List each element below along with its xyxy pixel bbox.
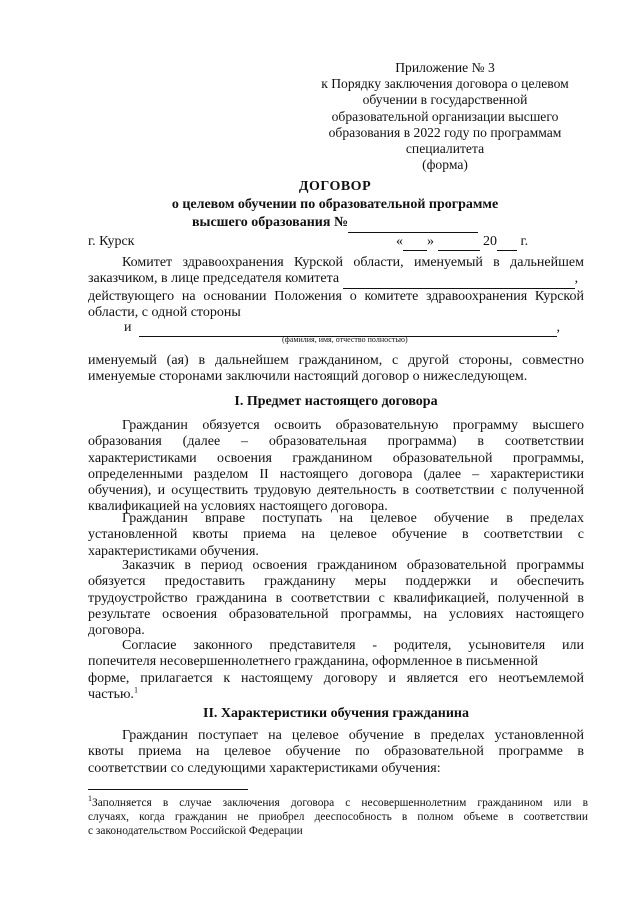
section-1-paragraph-2 — [88, 511, 584, 560]
paragraph-line: характеристиками обучения. — [88, 543, 259, 559]
intro-comma: , — [574, 271, 579, 287]
paragraph-line: форме, прилагается к настоящему договору и является его неотъемлемой — [88, 670, 584, 686]
section-1-paragraph-4 — [88, 638, 584, 703]
intro-line: именуемый (ая) в дальнейшем гражданином, с другой стороны, совместно — [88, 353, 584, 368]
intro-line: именуемые сторонами заключили настоящий договор о нижеследующем. — [88, 369, 528, 385]
title-number-label: высшего образования № — [191, 215, 349, 230]
appendix-line: образовательной организации высшего — [331, 108, 559, 124]
appendix-line: специалитета — [405, 141, 485, 157]
footnote-ref[interactable]: 1 — [133, 685, 138, 695]
appendix-header — [300, 60, 590, 173]
citizen-comma: , — [556, 320, 560, 335]
year-suffix: г. — [520, 234, 529, 249]
footnote-line: случаях, когда гражданин не приобрел дееспособность в полном объеме в соответствии — [88, 811, 588, 823]
section-2-heading: II. Характеристики обучения гражданина — [203, 706, 469, 721]
paragraph-line: образования (далее – образовательная программа) в соответствии — [88, 434, 584, 450]
contract-number-blank[interactable] — [348, 214, 478, 233]
year-blank[interactable] — [497, 234, 517, 251]
section-1-heading: I. Предмет настоящего договора — [234, 394, 438, 409]
paragraph-line: соответствии со следующими характеристиками обучения: — [88, 760, 441, 776]
paragraph-line: Гражданин поступает на целевое обучение в пределах установленной — [122, 728, 584, 743]
date-close-quote: » — [427, 234, 434, 249]
paragraph-line: обучения), и осуществить трудовую деятельность в соответствии с полученной — [88, 483, 584, 499]
paragraph-line: квоты приема на целевое обучение по образовательной программе в — [88, 744, 584, 760]
appendix-line: (форма) — [422, 157, 468, 173]
paragraph-line: Заказчик в период освоения гражданином образовательной программы — [122, 558, 584, 573]
section-1-paragraph-1 — [88, 418, 584, 516]
intro-paragraph-2 — [88, 353, 584, 386]
city-label: г. Курск — [88, 234, 135, 249]
footnote-line: с законодательством Российской Федерации — [88, 825, 303, 837]
citizen-name-caption: (фамилия, имя, отчество полностью) — [282, 335, 408, 344]
month-blank[interactable] — [438, 234, 480, 251]
paragraph-line: трудоустройство гражданина в соответствии с квалификацией, полученной в — [88, 590, 584, 606]
paragraph-line-text: частью. — [88, 686, 134, 702]
intro-paragraph — [88, 255, 584, 321]
paragraph-line: обязуется предоставить гражданину меры поддержки и обеспечить — [88, 574, 584, 590]
appendix-line: Приложение № 3 — [395, 60, 495, 75]
date-line — [396, 234, 528, 251]
paragraph-line — [88, 687, 584, 703]
appendix-line: к Порядку заключения договора о целевом — [321, 76, 569, 92]
footnote-separator — [88, 789, 248, 790]
footnote — [88, 796, 588, 838]
section-2-paragraph-1 — [88, 728, 584, 777]
paragraph-line: Согласие законного представителя - родителя, усыновителя или — [122, 638, 584, 653]
paragraph-line: попечителя несовершеннолетнего гражданина, оформленное в письменной — [88, 654, 539, 670]
intro-customer-text: заказчиком, в лице председателя комитета — [88, 271, 340, 287]
intro-line: области, с одной стороны — [88, 304, 241, 320]
date-open-quote: « — [396, 234, 403, 249]
document-title — [90, 178, 580, 233]
title-main: ДОГОВОР — [298, 179, 372, 194]
section-1-paragraph-3 — [88, 558, 584, 639]
footnote-text: Заполняется в случае заключения договора с несовершеннолетним гражданином или в — [92, 797, 588, 809]
intro-line: Комитет здравоохранения Курской области, именуемый в дальнейшем — [122, 255, 584, 270]
footnote-line — [88, 796, 588, 810]
appendix-line: образования в 2022 году по программам — [328, 124, 562, 140]
chairman-name-blank[interactable] — [343, 271, 575, 288]
intro-line — [88, 271, 584, 288]
appendix-line: обучении в государственной — [362, 92, 528, 108]
citizen-and: и — [124, 320, 132, 335]
paragraph-line: результате освоения образовательной программы, на условиях настоящего — [88, 606, 584, 622]
year-prefix: 20 — [483, 234, 497, 249]
paragraph-line: Гражданин обязуется освоить образовательную программу высшего — [122, 418, 584, 433]
intro-line: действующего на основании Положения о комитете здравоохранения Курской — [88, 288, 584, 304]
paragraph-line: договора. — [88, 623, 145, 639]
day-blank[interactable] — [403, 234, 427, 251]
paragraph-line: характеристиками освоения гражданином образовательной программы, — [88, 450, 584, 466]
title-number-line — [90, 214, 580, 233]
title-subtitle: о целевом обучении по образовательной программе — [171, 197, 499, 212]
paragraph-line: определенными разделом II настоящего договора (далее – характеристики — [88, 466, 584, 482]
paragraph-line: квалификацией на условиях настоящего договора. — [88, 499, 388, 515]
footnote-marker: 1 — [88, 794, 92, 804]
paragraph-line: установленной квоты приема на целевое обучение в соответствии с — [88, 527, 584, 543]
paragraph-line: Гражданин вправе поступать на целевое обучение в пределах — [122, 511, 584, 526]
